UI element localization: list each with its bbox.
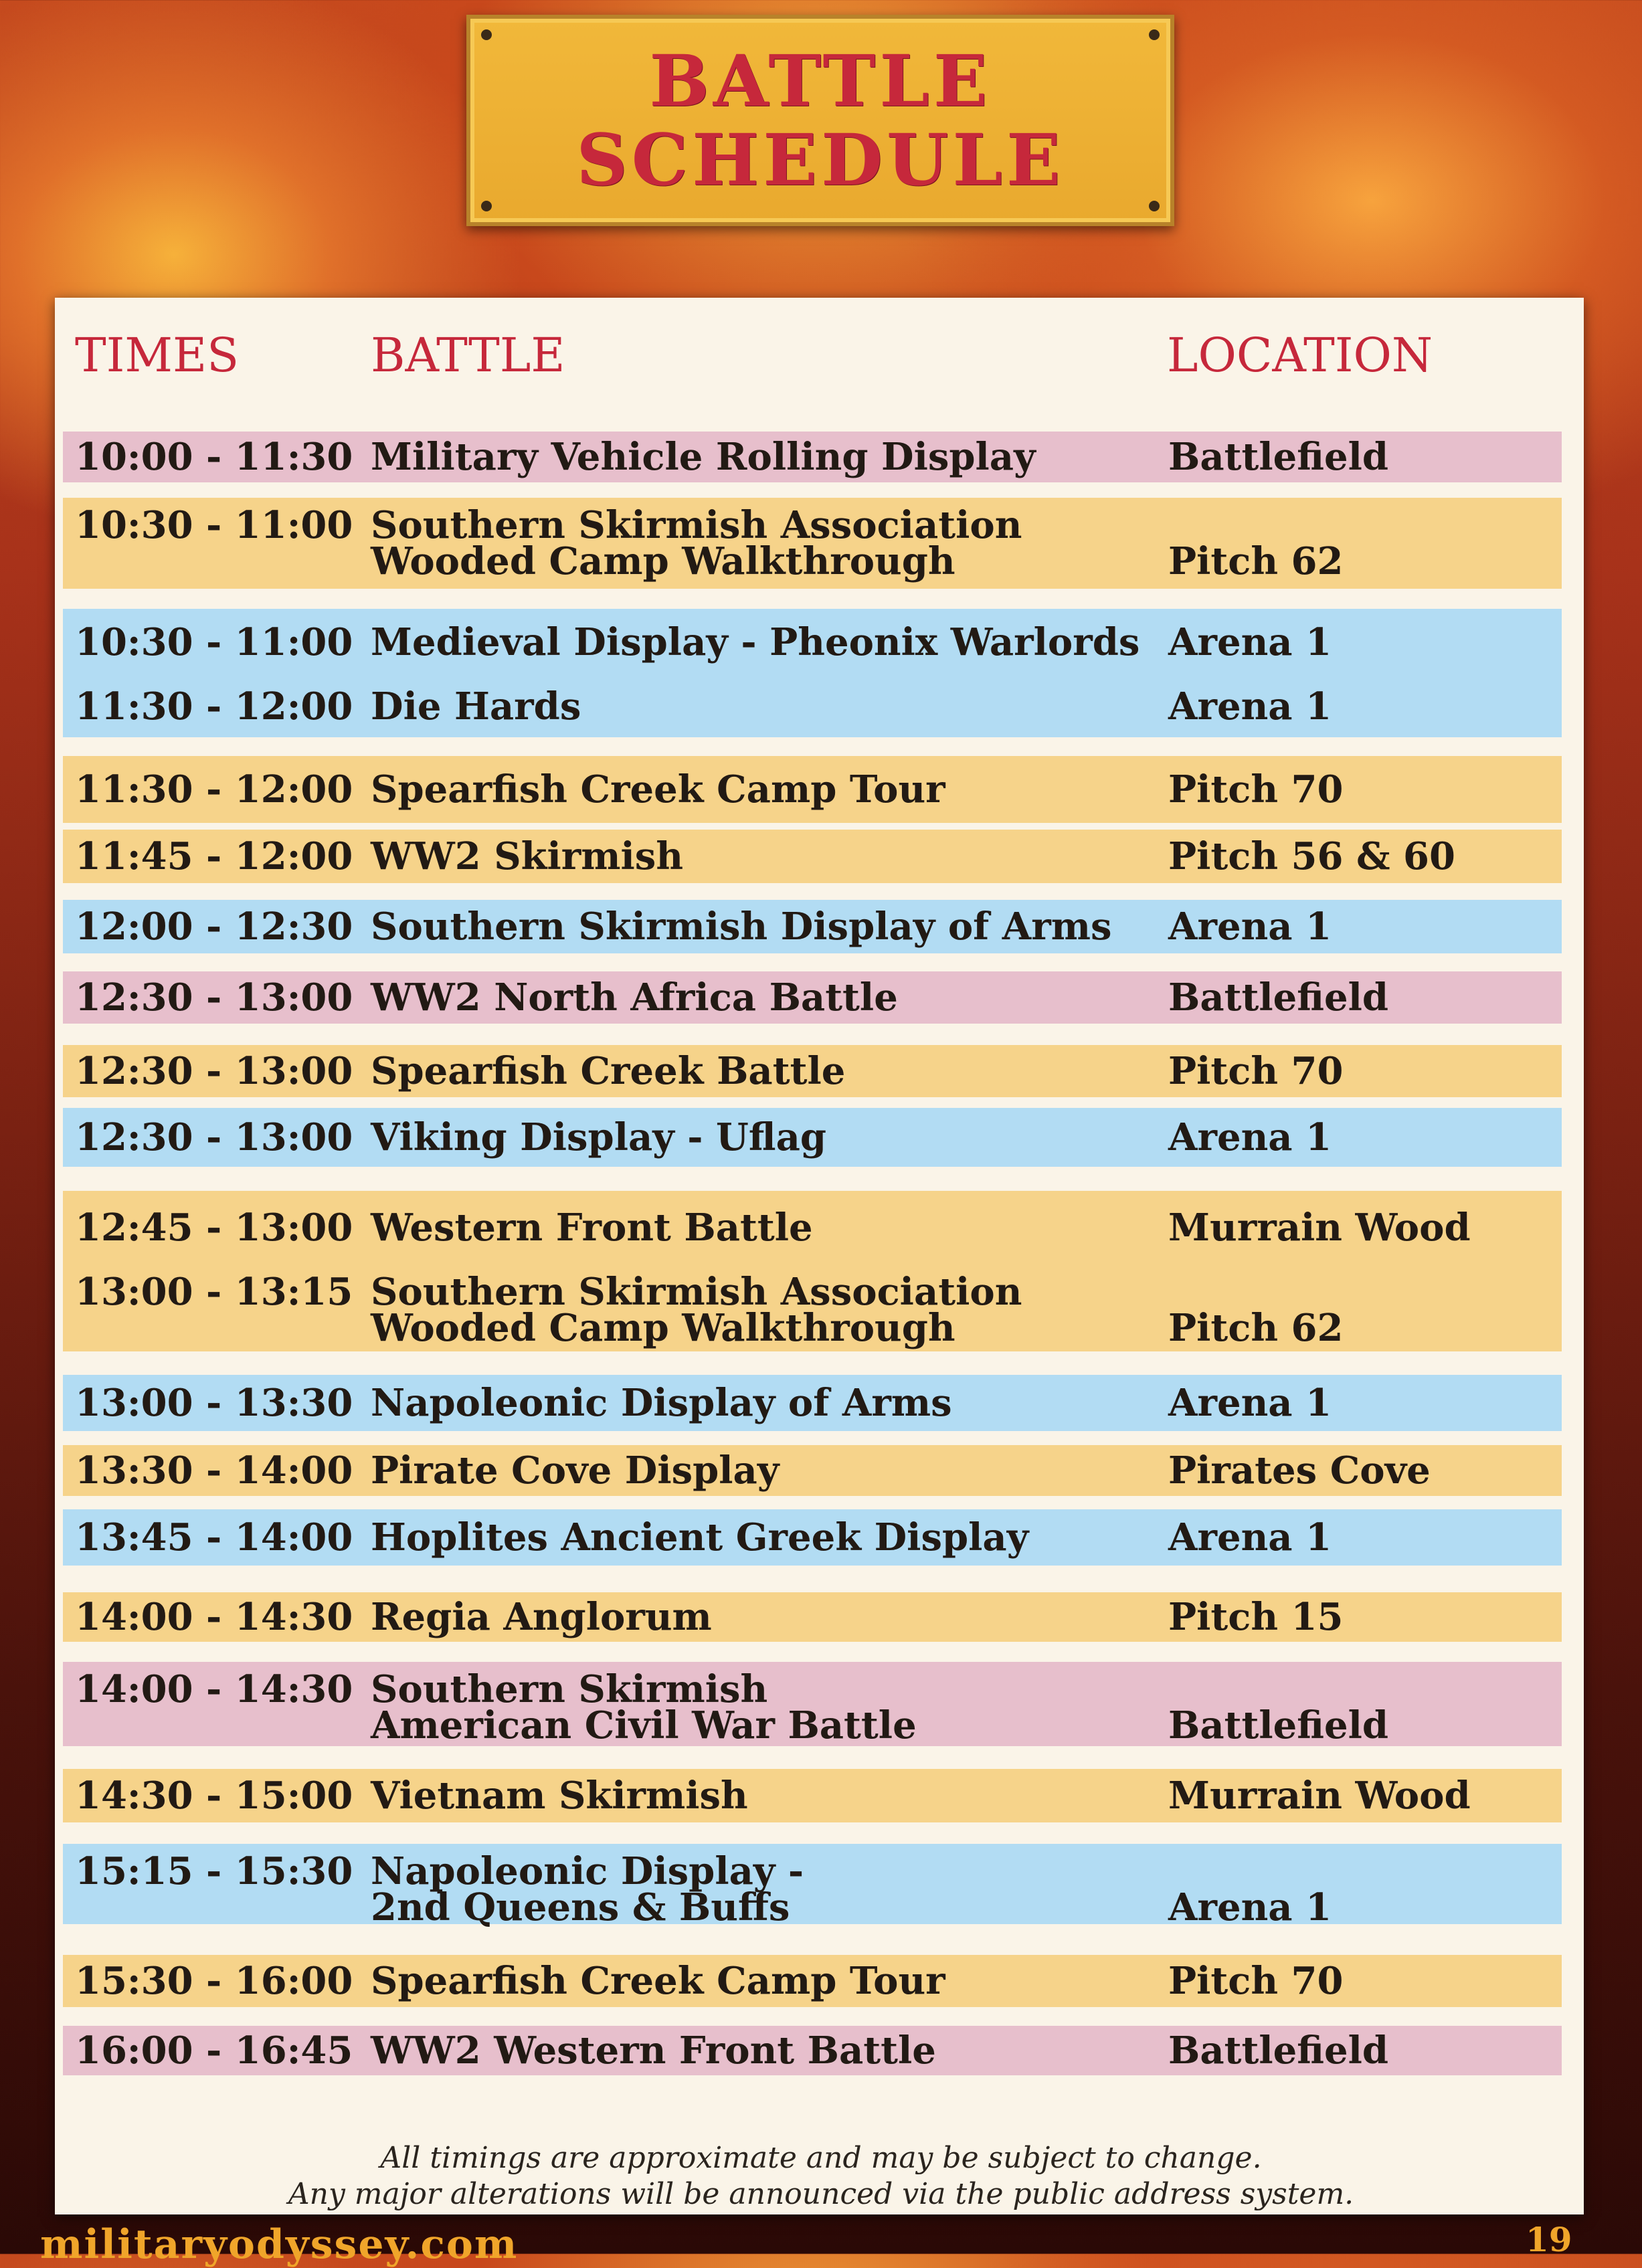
table-row: [63, 498, 1562, 589]
location-cell: Arena 1: [1168, 1381, 1332, 1425]
table-row: [63, 1191, 1562, 1264]
location-cell: Pitch 62: [1168, 1306, 1344, 1350]
location-cell: Arena 1: [1168, 620, 1332, 664]
battle-cell: Wooded Camp Walkthrough: [371, 1306, 955, 1350]
battle-cell: Southern Skirmish Display of Arms: [371, 905, 1112, 949]
column-header-location: LOCATION: [1167, 328, 1433, 383]
battle-cell: Medieval Display - Pheonix Warlords: [371, 620, 1140, 664]
table-row: [63, 609, 1562, 676]
time-cell: 11:30 - 12:00: [75, 684, 353, 729]
battle-cell: Spearfish Creek Battle: [371, 1049, 846, 1093]
location-cell: Battlefield: [1168, 975, 1389, 1020]
location-cell: Pitch 15: [1168, 1595, 1344, 1639]
table-row: [63, 1045, 1562, 1097]
table-row: [63, 1264, 1562, 1351]
time-cell: 12:30 - 13:00: [75, 975, 353, 1020]
time-cell: 15:30 - 16:00: [75, 1959, 353, 2003]
rivet-icon: [1149, 201, 1160, 211]
battle-cell: Die Hards: [371, 684, 581, 729]
time-cell: 12:30 - 13:00: [75, 1049, 353, 1093]
table-row: [63, 432, 1562, 482]
location-cell: Battlefield: [1168, 1703, 1389, 1747]
battle-cell: Vietnam Skirmish: [371, 1774, 748, 1818]
rivet-icon: [481, 29, 492, 40]
title-plate: [466, 15, 1174, 226]
location-cell: Pitch 70: [1168, 1959, 1344, 2003]
time-cell: 12:00 - 12:30: [75, 905, 353, 949]
page-number: 19: [1526, 2220, 1572, 2259]
table-row: [63, 1769, 1562, 1822]
table-row: [63, 756, 1562, 823]
time-cell: 15:15 - 15:30: [75, 1849, 353, 1893]
table-row: [63, 830, 1562, 883]
location-cell: Arena 1: [1168, 684, 1332, 729]
location-cell: Pitch 70: [1168, 1049, 1344, 1093]
time-cell: 14:00 - 14:30: [75, 1595, 353, 1639]
battle-cell: Viking Display - Uflag: [371, 1115, 827, 1159]
location-cell: Battlefield: [1168, 2028, 1389, 2073]
time-cell: 12:45 - 13:00: [75, 1206, 353, 1250]
time-cell: 13:30 - 14:00: [75, 1448, 353, 1493]
location-cell: Murrain Wood: [1168, 1774, 1471, 1818]
location-cell: Arena 1: [1168, 905, 1332, 949]
battle-cell: Southern Skirmish Association: [371, 1270, 1022, 1314]
table-row: [63, 900, 1562, 953]
table-row: [63, 676, 1562, 737]
time-cell: 10:30 - 11:00: [75, 503, 353, 547]
rivet-icon: [1149, 29, 1160, 40]
column-header-times: TIMES: [75, 328, 240, 383]
table-row: [63, 1592, 1562, 1642]
time-cell: 10:30 - 11:00: [75, 620, 353, 664]
rivet-icon: [481, 201, 492, 211]
battle-cell: Pirate Cove Display: [371, 1448, 780, 1493]
table-row: [63, 1445, 1562, 1496]
battle-cell: Spearfish Creek Camp Tour: [371, 1959, 945, 2003]
location-cell: Murrain Wood: [1168, 1206, 1471, 1250]
time-cell: 14:00 - 14:30: [75, 1667, 353, 1711]
location-cell: Arena 1: [1168, 1515, 1332, 1560]
battle-cell: WW2 Skirmish: [371, 834, 684, 878]
battle-cell: Western Front Battle: [371, 1206, 813, 1250]
time-cell: 10:00 - 11:30: [75, 435, 353, 479]
battle-cell: Spearfish Creek Camp Tour: [371, 767, 945, 812]
location-cell: Pitch 62: [1168, 539, 1344, 583]
battle-cell: WW2 North Africa Battle: [371, 975, 898, 1020]
battle-cell: Wooded Camp Walkthrough: [371, 539, 955, 583]
footer-url: militaryodyssey.com: [40, 2221, 519, 2268]
table-row: [63, 1375, 1562, 1431]
location-cell: Pitch 70: [1168, 767, 1344, 812]
time-cell: 16:00 - 16:45: [75, 2028, 353, 2073]
table-row: [63, 1662, 1562, 1746]
location-cell: Arena 1: [1168, 1885, 1332, 1929]
page-title-line-2: SCHEDULE: [576, 118, 1065, 201]
table-row: [63, 1955, 1562, 2007]
time-cell: 13:00 - 13:15: [75, 1270, 353, 1314]
table-row: [63, 1108, 1562, 1167]
battle-cell: Military Vehicle Rolling Display: [371, 435, 1036, 479]
location-cell: Pirates Cove: [1168, 1448, 1431, 1493]
time-cell: 13:45 - 14:00: [75, 1515, 353, 1560]
time-cell: 11:45 - 12:00: [75, 834, 353, 878]
table-row: [63, 971, 1562, 1024]
location-cell: Arena 1: [1168, 1115, 1332, 1159]
time-cell: 14:30 - 15:00: [75, 1774, 353, 1818]
battle-cell: 2nd Queens & Buffs: [371, 1885, 790, 1929]
time-cell: 11:30 - 12:00: [75, 767, 353, 812]
page-title-line-1: BATTLE: [649, 39, 992, 122]
location-cell: Battlefield: [1168, 435, 1389, 479]
battle-cell: Southern Skirmish: [371, 1667, 768, 1711]
battle-cell: Napoleonic Display -: [371, 1849, 804, 1893]
time-cell: 12:30 - 13:00: [75, 1115, 353, 1159]
footnote-line-1: All timings are approximate and may be subject to change.: [380, 2141, 1262, 2175]
battle-cell: Regia Anglorum: [371, 1595, 712, 1639]
footnote-line-2: Any major alterations will be announced via the public address system.: [288, 2177, 1354, 2211]
location-cell: Pitch 56 & 60: [1168, 834, 1455, 878]
battle-cell: Southern Skirmish Association: [371, 503, 1022, 547]
column-header-battle: BATTLE: [371, 328, 565, 383]
battle-cell: Hoplites Ancient Greek Display: [371, 1515, 1029, 1560]
battle-cell: WW2 Western Front Battle: [371, 2028, 936, 2073]
table-row: [63, 1509, 1562, 1566]
battle-cell: Napoleonic Display of Arms: [371, 1381, 952, 1425]
table-row: [63, 2026, 1562, 2075]
battle-cell: American Civil War Battle: [371, 1703, 917, 1747]
table-row: [63, 1844, 1562, 1929]
time-cell: 13:00 - 13:30: [75, 1381, 353, 1425]
